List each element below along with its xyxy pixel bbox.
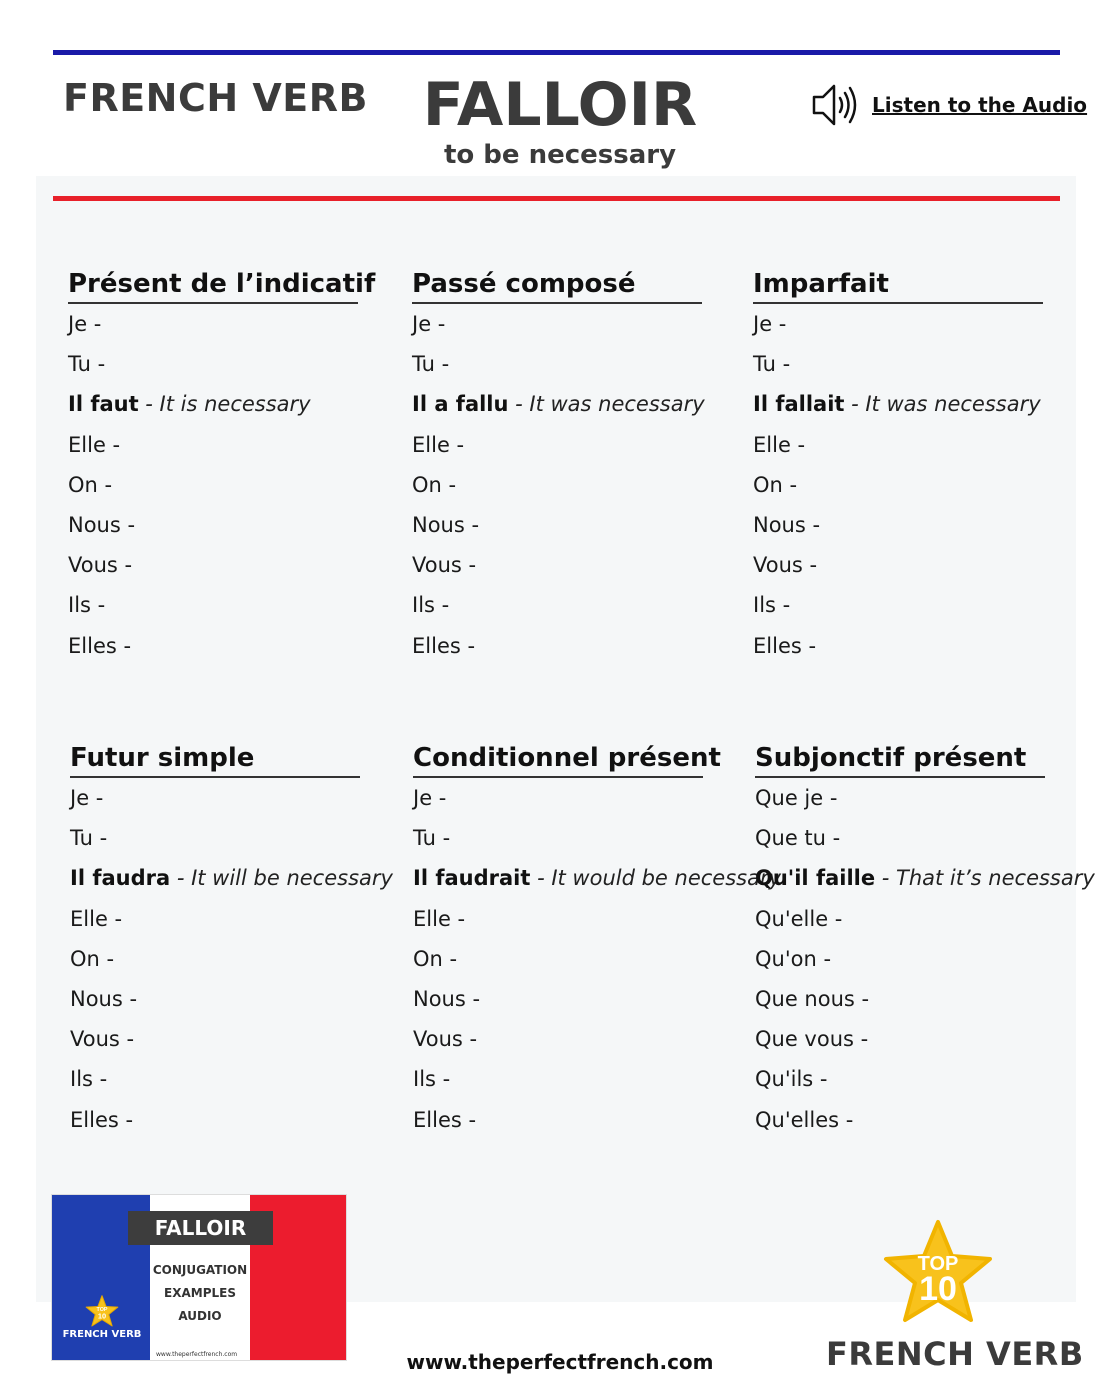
conjugation-subject: Que je - [755, 786, 838, 810]
conjugation-row [753, 344, 1083, 384]
conjugation-row [68, 585, 398, 625]
conjugation-subject: Elle - [70, 906, 123, 931]
conjugation-row [755, 1100, 1085, 1140]
speaker-icon[interactable] [810, 82, 860, 128]
conjugation-subject: On - [412, 472, 457, 497]
listen-audio-link[interactable]: Listen to the Audio [872, 93, 1088, 117]
conjugation-row [70, 818, 400, 858]
thumbnail-line-audio: AUDIO [178, 1309, 222, 1323]
conjugation-subject: Je - [753, 312, 787, 336]
conjugation-row [413, 979, 743, 1019]
conjugation-subject: Elles - [68, 633, 132, 658]
conjugation-subject: Qu'on - [755, 946, 832, 971]
conjugation-row [753, 304, 1083, 344]
tense-column-subjonctif [755, 742, 1095, 1140]
conjugation-row [755, 778, 1085, 818]
conjugation-row [412, 425, 742, 465]
conjugation-row [412, 465, 742, 505]
thumbnail-label: FRENCH VERB [62, 1329, 142, 1340]
conjugated-form: Qu'il faille [755, 866, 876, 891]
conjugation-row [413, 939, 743, 979]
tense-title: Futur simple [70, 742, 360, 778]
tense-rows [753, 304, 1083, 666]
red-rule [53, 196, 1060, 201]
conjugation-subject: Ils - [70, 1067, 108, 1092]
translation-example: - It was necessary [508, 392, 705, 417]
conjugation-subject: Tu - [413, 826, 451, 851]
conjugation-row [68, 465, 398, 505]
conjugation-row [412, 344, 742, 384]
conjugation-subject: Vous - [412, 553, 477, 578]
badge-top-text: TOP [917, 1253, 959, 1275]
conjugation-row [755, 979, 1085, 1019]
conjugation-subject: Que tu - [755, 826, 841, 851]
conjugation-row [412, 384, 742, 424]
thumbnail-verb: FALLOIR [128, 1211, 273, 1245]
conjugation-subject: Ils - [753, 593, 791, 618]
conjugation-subject: Nous - [70, 986, 138, 1011]
conjugation-row [413, 899, 743, 939]
conjugation-subject: On - [68, 472, 113, 497]
conjugation-subject: Nous - [68, 512, 136, 537]
conjugation-row [68, 626, 398, 666]
conjugation-subject: Je - [68, 312, 102, 336]
translation-example: - It is necessary [138, 392, 311, 417]
conjugation-row [70, 778, 400, 818]
conjugation-row [412, 304, 742, 344]
top-blue-rule [53, 50, 1060, 55]
conjugation-subject: Je - [70, 786, 104, 810]
conjugation-row [70, 1059, 400, 1099]
conjugation-subject: Tu - [68, 352, 106, 377]
conjugation-row [70, 979, 400, 1019]
conjugation-subject: Qu'elle - [755, 906, 843, 931]
tense-title: Présent de l’indicatif [68, 268, 358, 304]
tense-title: Passé composé [412, 268, 702, 304]
conjugation-row [68, 545, 398, 585]
conjugation-subject: Elles - [412, 633, 476, 658]
thumbnail-line-conjugation: CONJUGATION [152, 1263, 248, 1277]
thumbnail-line-examples: EXAMPLES [164, 1286, 236, 1300]
translation-example: - It will be necessary [170, 866, 393, 891]
conjugation-row [755, 1019, 1085, 1059]
conjugation-row [68, 425, 398, 465]
conjugation-row [753, 545, 1083, 585]
conjugation-subject: Tu - [412, 352, 450, 377]
conjugation-row [412, 585, 742, 625]
conjugation-row [70, 1100, 400, 1140]
conjugation-subject: Qu'ils - [755, 1067, 828, 1092]
mini-badge-top: TOP [96, 1307, 108, 1314]
translation-example: - It was necessary [844, 392, 1041, 417]
badge-number: 10 [919, 1270, 957, 1308]
translation-example: - That it’s necessary [875, 866, 1095, 891]
conjugation-subject: Elles - [413, 1107, 477, 1132]
conjugation-row [753, 585, 1083, 625]
tense-title: Subjonctif présent [755, 742, 1045, 778]
header-left-label: FRENCH VERB [63, 76, 368, 120]
footer-badge-label: FRENCH VERB [826, 1335, 1084, 1373]
conjugation-subject: Nous - [412, 512, 480, 537]
conjugation-subject: Tu - [753, 352, 791, 377]
site-url[interactable]: www.theperfectfrench.com [406, 1350, 714, 1374]
conjugated-form: Il faudra [70, 866, 171, 891]
conjugation-subject: On - [753, 472, 798, 497]
top10-star-icon [880, 1218, 996, 1326]
conjugation-row [70, 858, 400, 898]
conjugation-subject: Que nous - [755, 986, 870, 1011]
conjugation-row [70, 899, 400, 939]
verb-translation: to be necessary [443, 140, 677, 170]
conjugation-row [68, 344, 398, 384]
conjugated-form: Il a fallu [412, 392, 509, 417]
conjugation-subject: Ils - [68, 593, 106, 618]
conjugation-row [70, 939, 400, 979]
conjugation-subject: Ils - [413, 1067, 451, 1092]
conjugation-row [753, 505, 1083, 545]
conjugation-subject: Vous - [70, 1027, 135, 1052]
conjugated-form: Il faut [68, 392, 139, 417]
conjugation-row [755, 939, 1085, 979]
cover-thumbnail [51, 1194, 347, 1361]
tense-column-present [68, 268, 398, 666]
verb-title: FALLOIR [422, 70, 698, 140]
conjugation-row [753, 425, 1083, 465]
conjugation-subject: On - [413, 946, 458, 971]
tense-rows [68, 304, 398, 666]
tense-title: Imparfait [753, 268, 1043, 304]
conjugation-subject: Elle - [412, 432, 465, 457]
tense-rows [70, 778, 400, 1140]
conjugation-subject: Elles - [753, 633, 817, 658]
conjugation-subject: Tu - [70, 826, 108, 851]
tense-rows [413, 778, 782, 1140]
conjugation-row [413, 1019, 743, 1059]
conjugation-row [755, 818, 1085, 858]
conjugation-subject: Qu'elles - [755, 1107, 854, 1132]
audio-link-group[interactable] [810, 82, 1087, 128]
conjugation-row [753, 465, 1083, 505]
conjugation-row [412, 626, 742, 666]
tense-rows [755, 778, 1095, 1140]
conjugation-subject: Je - [412, 312, 446, 336]
conjugation-row [412, 545, 742, 585]
conjugation-subject: Vous - [68, 553, 133, 578]
tense-column-passe-compose [412, 268, 742, 666]
conjugation-subject: Elle - [68, 432, 121, 457]
conjugated-form: Il fallait [753, 392, 845, 417]
translation-example: - It would be necessary [530, 866, 782, 891]
conjugation-subject: Nous - [753, 512, 821, 537]
thumbnail-url: www.theperfectfrench.com [156, 1351, 238, 1358]
tense-rows [412, 304, 742, 666]
conjugated-form: Il faudrait [413, 866, 531, 891]
conjugation-row [755, 899, 1085, 939]
conjugation-row [753, 384, 1083, 424]
conjugation-row [413, 818, 743, 858]
conjugation-row [755, 1059, 1085, 1099]
conjugation-row [413, 858, 782, 898]
conjugation-subject: Vous - [413, 1027, 478, 1052]
conjugation-row [68, 384, 398, 424]
conjugation-row [413, 1100, 743, 1140]
tense-title: Conditionnel présent [413, 742, 703, 778]
conjugation-subject: Ils - [412, 593, 450, 618]
conjugation-row [755, 858, 1095, 898]
tense-column-conditionnel [413, 742, 782, 1140]
conjugation-row [68, 505, 398, 545]
conjugation-subject: Elle - [753, 432, 806, 457]
conjugation-subject: Nous - [413, 986, 481, 1011]
conjugation-subject: On - [70, 946, 115, 971]
star-icon [85, 1295, 119, 1327]
conjugation-row [68, 304, 398, 344]
conjugation-row [412, 505, 742, 545]
conjugation-subject: Je - [413, 786, 447, 810]
conjugation-subject: Elles - [70, 1107, 134, 1132]
conjugation-subject: Que vous - [755, 1027, 869, 1052]
conjugation-row [753, 626, 1083, 666]
conjugation-row [413, 778, 743, 818]
conjugation-row [70, 1019, 400, 1059]
conjugation-subject: Vous - [753, 553, 818, 578]
conjugation-subject: Elle - [413, 906, 466, 931]
tense-column-futur [70, 742, 400, 1140]
tense-column-imparfait [753, 268, 1083, 666]
mini-badge-num: 10 [97, 1311, 107, 1321]
conjugation-row [413, 1059, 743, 1099]
